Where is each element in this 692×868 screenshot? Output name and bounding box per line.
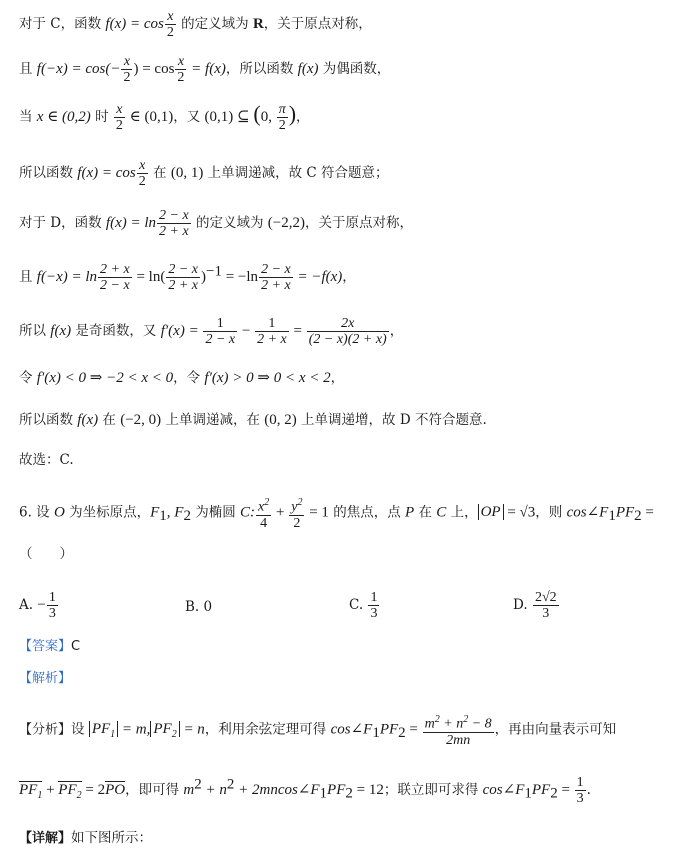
- analysis-line-1: 【分析】设 $PF_1 = m$, $PF_2 = n$，利用余弦定理可得 $\cos\angle F_1PF_2$ = $\frac{m^2 + n^2 - 8}{2mn}$ ，再由向量表示可知: [19, 714, 617, 748]
- solution-line-c-domain: 对于 C，函数 f(x) = cos $\frac{x}{2}$ 的定义域为 R，关于原点对称，: [19, 9, 372, 40]
- option-c: C. $\frac{1}{3}$: [349, 590, 378, 621]
- option-a: A. − $\frac{1}{3}$: [19, 590, 56, 621]
- solution-line-d-sign: 令 f′(x) < 0 ⇒ −2 < x < 0，令 f′(x) > 0 ⇒ 0 < x < 2，: [19, 370, 345, 386]
- answer-line: 【答案】C: [19, 639, 81, 654]
- question-6-stem: 6. 设 O 为坐标原点，$F_1$, $F_2$ 为椭圆 C: $\frac{x^2}{4}$ + $\frac{y^2}{2}$ = 1 的焦点，点 P 在 C 上， OP = √3，则 $\cos\angle F_1PF_2$ =: [19, 497, 654, 531]
- option-b: B. 0: [185, 599, 213, 615]
- solution-line-d-monotonic: 所以函数 f(x) 在 (−2, 0) 上单调递减，在 (0, 2) 上单调递增，故 D 不符合题意.: [19, 412, 487, 428]
- solution-line-d-derivative: 所以 f(x) 是奇函数，又 f′(x) = $\frac{1}{2 - x}$ − $\frac{1}{2 + x}$ = $\frac{2x}{(2 - x)(2 + x)}$ ，: [19, 316, 404, 347]
- conclusion-line: 故选：C.: [19, 452, 74, 468]
- solution-line-c-decreasing: 所以函数 f(x) = cos $\frac{x}{2}$ 在 (0, 1) 上单调递减，故 C 符合题意；: [19, 158, 389, 189]
- solution-line-d-domain: 对于 D，函数 f(x) = ln $\frac{2 - x}{2 + x}$ 的定义域为 (−2,2)，关于原点对称，: [19, 208, 413, 239]
- analysis-line-2: $PF_1 + PF_2 = 2PO$，即可得 $m^2 + n^2$ + $2mncos\angle F_1PF_2 = 12$；联立即可求得 $\cos\angle F_1PF_2$ = $\frac{1}{3}$ .: [19, 775, 591, 806]
- detail-line: 【详解】如下图所示：: [19, 830, 153, 846]
- solution-line-c-interval: 当 x ∈ (0,2) 时 $\frac{x}{2}$ ∈ (0,1)，又 (0,1) ⊆ (0, $\frac{\pi}{2}$ )，: [19, 101, 310, 133]
- analysis-heading: 【解析】: [19, 671, 72, 686]
- option-d: D. $\frac{2√2}{3}$: [513, 590, 557, 621]
- solution-line-c-even: 且 f(−x) = cos(− $\frac{x}{2}$ ) = cos $\frac{x}{2}$ = f(x)，所以函数 f(x) 为偶函数，: [19, 54, 391, 85]
- options-row: [19, 590, 686, 624]
- answer-parentheses: （ ）: [19, 546, 73, 562]
- solution-line-d-odd: 且 f(−x) = ln $\frac{2 + x}{2 - x}$ = ln( $\frac{2 - x}{2 + x}$ )$^{-1}$ = −ln $\frac{2 - x}{2 + x}$ = −f(x)，: [19, 262, 356, 293]
